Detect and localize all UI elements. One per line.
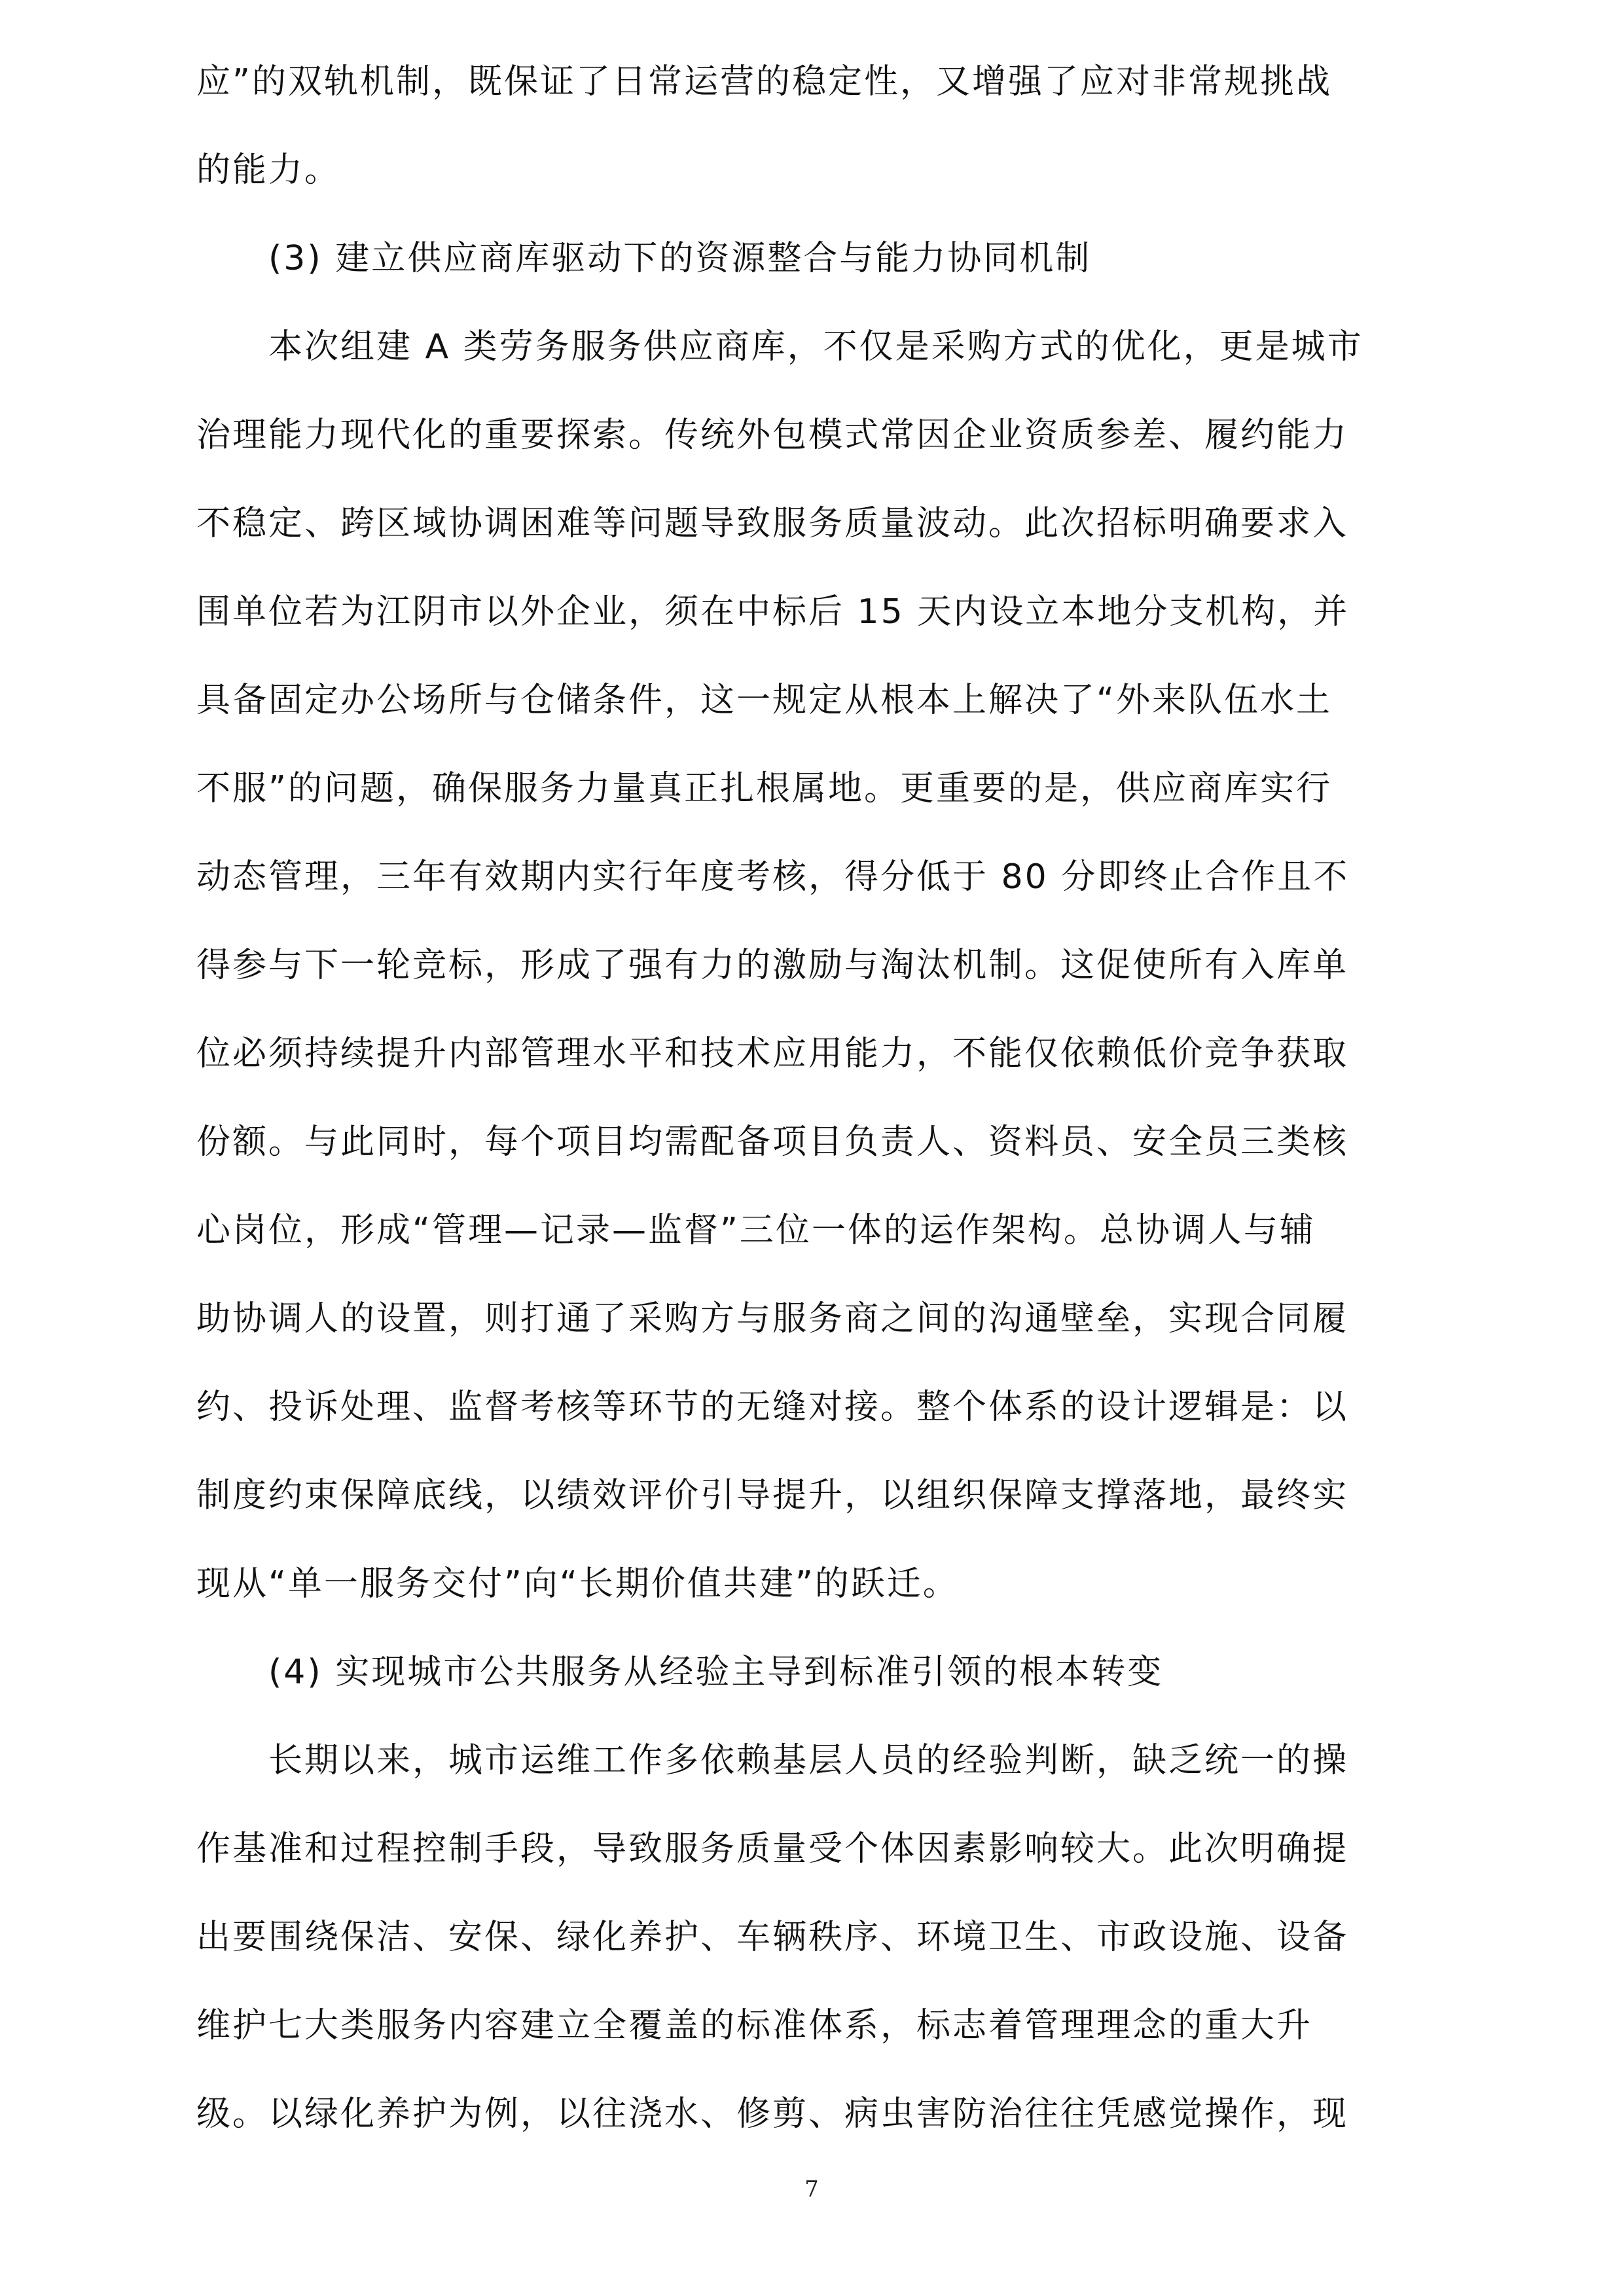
body-text-line: 制度约束保障底线，以绩效评价引导提升，以组织保障支撑落地，最终实 [196,1476,1349,1515]
body-text-line: 动态管理，三年有效期内实行年度考核，得分低于 80 分即终止合作且不 [196,857,1350,897]
body-text-line: 不服”的问题，确保服务力量真正扎根属地。更重要的是，供应商库实行 [196,769,1332,808]
body-text-line: 份额。与此同时，每个项目均需配备项目负责人、资料员、安全员三类核 [196,1122,1349,1162]
body-text-line: 不稳定、跨区域协调困难等问题导致服务质量波动。此次招标明确要求入 [196,504,1349,543]
paragraph-start-line: 本次组建 A 类劳务服务供应商库，不仅是采购方式的优化，更是城市 [268,327,1363,367]
body-text-line: 具备固定办公场所与仓储条件，这一规定从根本上解决了“外来队伍水土 [196,681,1332,720]
body-text-line: 维护七大类服务内容建立全覆盖的标准体系，标志着管理理念的重大升 [196,2006,1313,2045]
body-text-line: 级。以绿化养护为例，以往浇水、修剪、病虫害防治往往凭感觉操作，现 [196,2094,1349,2134]
body-text-line: 出要围绕保洁、安保、绿化养护、车辆秩序、环境卫生、市政设施、设备 [196,1918,1349,1957]
body-text-line: 应”的双轨机制，既保证了日常运营的稳定性，又增强了应对非常规挑战 [196,62,1332,101]
body-text-line: 现从“单一服务交付”向“长期价值共建”的跃迁。 [196,1564,959,1604]
body-text-line: 的能力。 [196,151,341,190]
body-text-line: 心岗位，形成“管理—记录—监督”三位一体的运作架构。总协调人与辅 [196,1211,1316,1250]
body-text-line: 治理能力现代化的重要探索。传统外包模式常因企业资质参差、履约能力 [196,416,1349,455]
body-text-line: 作基准和过程控制手段，导致服务质量受个体因素影响较大。此次明确提 [196,1829,1349,1869]
paragraph-start-line: 长期以来，城市运维工作多依赖基层人员的经验判断，缺乏统一的操 [268,1741,1349,1780]
body-text-line: 助协调人的设置，则打通了采购方与服务商之间的沟通壁垒，实现合同履 [196,1299,1349,1338]
body-text-line: 位必须持续提升内部管理水平和技术应用能力，不能仅依赖低价竞争获取 [196,1034,1349,1073]
section-heading-4: (4) 实现城市公共服务从经验主导到标准引领的根本转变 [268,1653,1164,1692]
body-text-line: 得参与下一轮竞标，形成了强有力的激励与淘汰机制。这促使所有入库单 [196,946,1349,985]
body-text-line: 围单位若为江阴市以外企业，须在中标后 15 天内设立本地分支机构，并 [196,592,1350,632]
section-heading-3: (3) 建立供应商库驱动下的资源整合与能力协同机制 [268,239,1092,278]
page-number: 7 [804,2176,819,2202]
body-text-line: 约、投诉处理、监督考核等环节的无缝对接。整个体系的设计逻辑是：以 [196,1388,1349,1427]
